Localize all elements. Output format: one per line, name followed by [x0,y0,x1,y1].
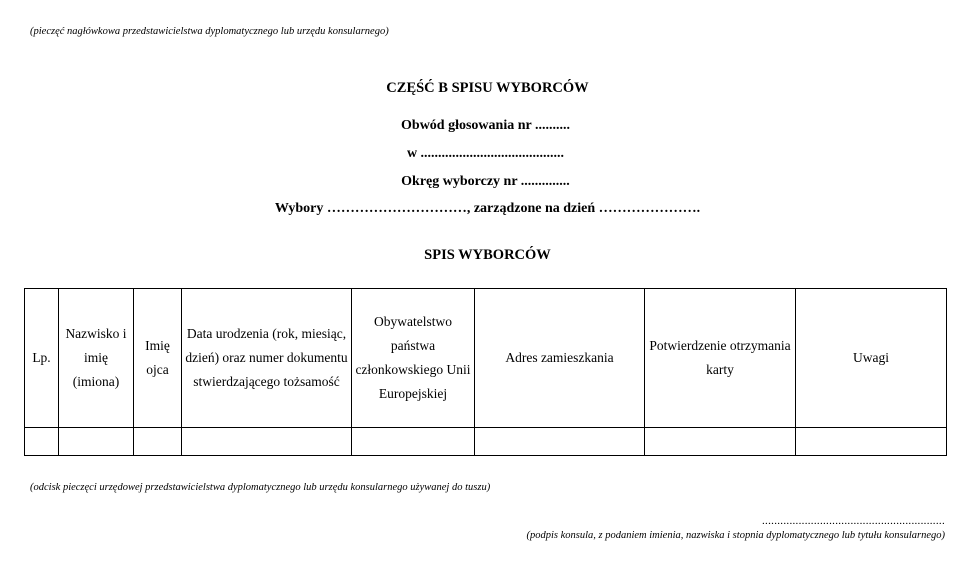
table-cell [796,428,947,456]
header-card-receipt: Potwierdzenie otrzymania karty [645,289,796,428]
place-line: w ......................................... [406,146,565,161]
voters-table [24,288,947,456]
table-row [25,428,947,456]
table-cell [134,428,182,456]
header-remarks: Uwagi [796,289,947,428]
header-name: Nazwisko i imię (imiona) [59,289,134,428]
signature-line: ............................................................ [762,515,945,527]
header-citizenship: Obywatelstwo państwa członkowskiego Unii Europejskiej [352,289,475,428]
table-cell [59,428,134,456]
voting-district-line: Obwód głosowania nr .......... [401,118,570,133]
election-line: Wybory …………………………, zarządzone na dzień …………………. [274,201,701,216]
header-father-name: Imię ojca [134,289,182,428]
header-lp: Lp. [25,289,59,428]
constituency-line: Okręg wyborczy nr .............. [401,174,570,189]
table-cell [645,428,796,456]
official-seal-note: (odcisk pieczęci urzędowej przedstawicielstwa dyplomatycznego lub urzędu konsularnego używanej do tuszu) [30,482,491,493]
table-cell [352,428,475,456]
part-title: CZĘŚĆ B SPISU WYBORCÓW [386,80,589,96]
header-address: Adres zamieszkania [475,289,645,428]
table-cell [475,428,645,456]
header-stamp-note: (pieczęć nagłówkowa przedstawicielstwa dyplomatycznego lub urzędu konsularnego) [30,26,389,37]
table-header-row [25,289,947,428]
table-cell [25,428,59,456]
list-title: SPIS WYBORCÓW [424,247,551,263]
consul-signature-note: (podpis konsula, z podaniem imienia, nazwiska i stopnia dyplomatycznego lub tytułu konsularnego) [526,530,945,541]
header-birth-date-id: Data urodzenia (rok, miesiąc, dzień) oraz numer dokumentu stwierdzającego tożsamość [182,289,352,428]
table-cell [182,428,352,456]
